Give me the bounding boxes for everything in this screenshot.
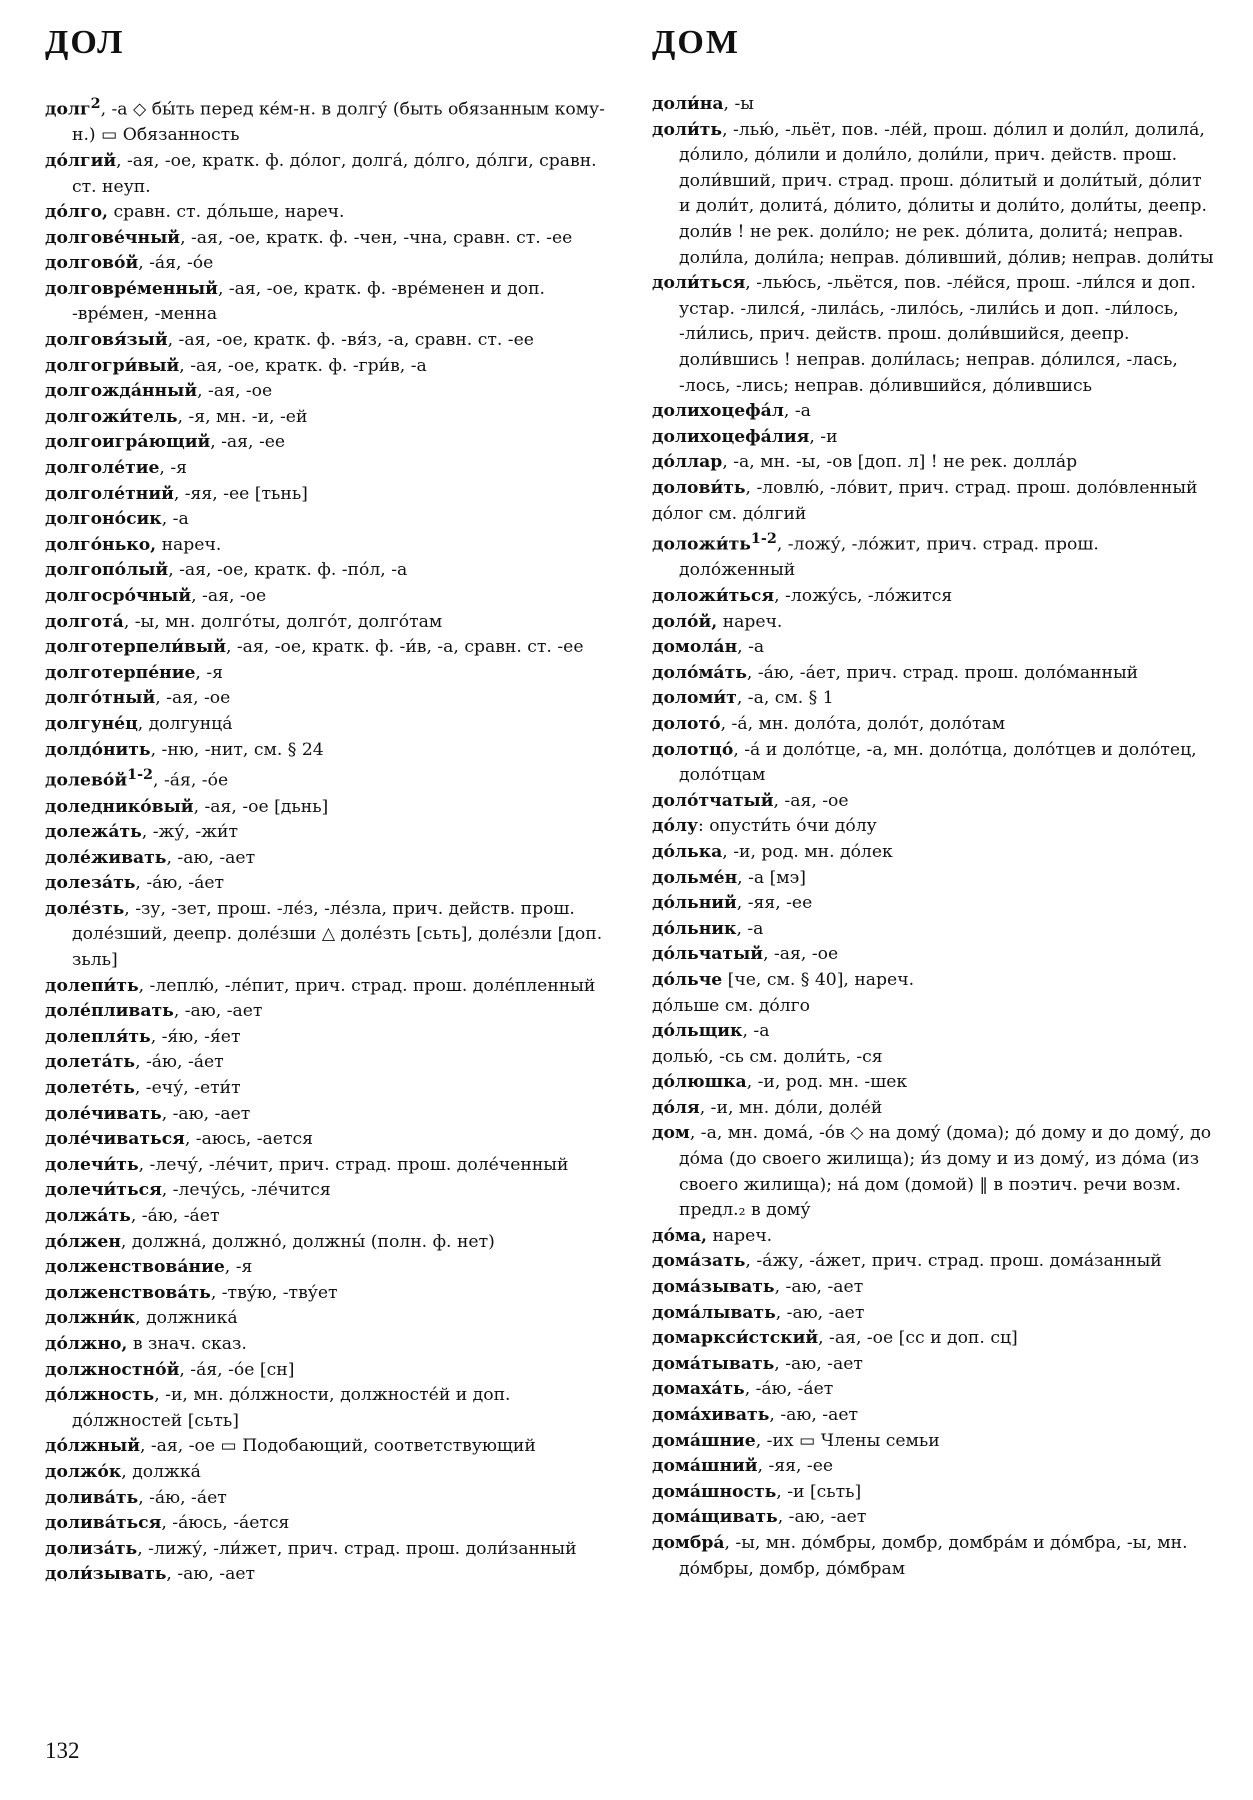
headword: дома́шность (652, 1481, 777, 1502)
dictionary-entry (652, 840, 1217, 866)
dictionary-entry (45, 871, 610, 897)
dictionary-entry (652, 1096, 1217, 1122)
headword: долгоно́сик (45, 509, 162, 530)
dictionary-entry (45, 795, 610, 821)
dictionary-entry (652, 1326, 1217, 1352)
headword: долихоцефа́л (652, 401, 784, 422)
headword: дома́зать (652, 1251, 746, 1272)
dictionary-entry (652, 712, 1217, 738)
entry-text: , -я́ю, -я́ет (150, 1026, 241, 1047)
headword: до́ллар (652, 452, 723, 473)
dictionary-entry (45, 379, 610, 405)
entry-text: нареч. (156, 534, 222, 555)
dictionary-entry (45, 1127, 610, 1153)
entry-text: , -тву́ю, -тву́ет (210, 1282, 338, 1303)
entry-text: , -а (161, 509, 189, 530)
headword: доле́живать (45, 847, 167, 868)
dictionary-entry (652, 891, 1217, 917)
headword: долгоигра́ющий (45, 432, 211, 453)
dictionary-entry (45, 1178, 610, 1204)
headword: доли́ть (652, 119, 723, 140)
entry-text: , должка́ (121, 1461, 201, 1482)
entry-text: , -а́жу, -а́жет, прич. страд. прош. дома́занный (745, 1251, 1162, 1272)
entry-text: , -аюсь, -ается (184, 1129, 313, 1150)
headword: доле́пливать (45, 1001, 174, 1022)
entry-text: , -аю, -ает (774, 1353, 863, 1374)
dictionary-entry (652, 502, 1217, 528)
headword: долеза́ть (45, 873, 136, 894)
entry-text: , -а́я, -о́е (153, 770, 229, 791)
entry-text: , -яя, -ее (757, 1456, 834, 1477)
dictionary-entry (652, 1045, 1217, 1071)
entry-text: , -и, род. мн. до́лек (722, 841, 893, 862)
entry-text: , -а́ю, -а́ет (130, 1206, 220, 1226)
left-column (45, 92, 610, 1588)
headword: доли́ться (652, 273, 746, 294)
dictionary-entry (652, 450, 1217, 476)
dictionary-entry (652, 814, 1217, 840)
dictionary-entry (652, 118, 1217, 272)
dictionary-entry (45, 1281, 610, 1307)
dictionary-entry (45, 686, 610, 712)
dictionary-entry (652, 399, 1217, 425)
entry-text: , -а, мн. -ы, -ов [доп. л] ! не рек. долла́р (722, 452, 1078, 473)
entry-text: , -жу́, -жи́т (141, 822, 238, 843)
entry-text: , -и, род. мн. -шек (746, 1072, 908, 1093)
dictionary-entry (652, 1454, 1217, 1480)
dictionary-entry (652, 584, 1217, 610)
entry-text: , -а (737, 637, 765, 658)
dictionary-entry (652, 1505, 1217, 1531)
dictionary-entry (45, 456, 610, 482)
headword: долгосро́чный (45, 586, 192, 607)
headword: до́льче (652, 969, 723, 990)
headword: долиза́ть (45, 1538, 138, 1559)
headword: долдо́нить (45, 739, 151, 760)
headword: доло́й, (652, 611, 718, 632)
dictionary-entry (45, 482, 610, 508)
dictionary-entry (45, 1076, 610, 1102)
headword: долг (45, 99, 91, 120)
page-number: 132 (45, 1738, 80, 1763)
homonym-index: 1-2 (127, 767, 154, 784)
running-head-right: ДОМ (652, 24, 740, 61)
headword: долива́ть (45, 1487, 139, 1508)
headword: должо́к (45, 1461, 122, 1482)
dictionary-entry (652, 1377, 1217, 1403)
dictionary-entry (45, 277, 610, 328)
dictionary-entry (45, 226, 610, 252)
entry-text: , -зу, -зет, прош. -ле́з, -ле́зла, прич. действ. прош. доле́зший, деепр. доле́зши △ доле́зть [сьть], доле́зли [доп. зьль] (72, 898, 603, 971)
entry-text: , -а, см. § 1 (736, 688, 834, 709)
dictionary-entry (652, 1224, 1217, 1250)
headword: дома́тывать (652, 1353, 775, 1374)
entry-text: , -ая, -ое (155, 688, 231, 709)
headword: долепи́ть (45, 975, 139, 996)
running-head-left: ДОЛ (45, 24, 125, 61)
headword: доложи́ться (652, 586, 775, 607)
dictionary-entry (652, 738, 1217, 789)
entry-text: , -а́ю, -а́ет, прич. страд. прош. доло́манный (746, 662, 1139, 683)
entry-text: , -аю, -ает (161, 1103, 251, 1124)
dictionary-entry (45, 1383, 610, 1434)
entry-text: сравн. ст. до́льше, нареч. (108, 202, 345, 223)
entry-text: , -а (736, 918, 764, 939)
headword: домаркси́стский (652, 1328, 819, 1349)
headword: долотцо́ (652, 739, 734, 760)
entry-text: , -я (159, 458, 187, 479)
entry-text: , -и, мн. до́лжности, должносте́й и доп. до́лжностей [сьть] (72, 1385, 511, 1431)
dictionary-entry (652, 789, 1217, 815)
headword: долечи́ться (45, 1180, 162, 1201)
dictionary-entry (45, 533, 610, 559)
dictionary-entry (652, 1070, 1217, 1096)
entry-text: , -ая, -ое [сс и доп. сц] (818, 1328, 1018, 1349)
dictionary-entry (652, 866, 1217, 892)
headword: доледнико́вый (45, 796, 194, 817)
dictionary-entry (652, 1249, 1217, 1275)
dictionary-entry (45, 712, 610, 738)
dictionary-entry (45, 328, 610, 354)
dictionary-entry (45, 1434, 610, 1460)
dictionary-entry (45, 1050, 610, 1076)
dictionary-entry (45, 635, 610, 661)
dictionary-entry (652, 527, 1217, 584)
headword: долото́ (652, 713, 721, 734)
entry-text: , -и, мн. до́ли, доле́й (699, 1097, 883, 1118)
entry-text: , -ая, -ое, кратк. ф. -вя́з, -а, сравн. ст. -ее (167, 330, 534, 351)
headword: до́лу (652, 816, 699, 837)
dictionary-entry (45, 1025, 610, 1051)
headword: долгово́й (45, 253, 139, 274)
entry-text: , -лечу́сь, -ле́чится (161, 1180, 331, 1201)
headword: доложи́ть (652, 534, 751, 555)
headword: доломи́т (652, 688, 737, 709)
dictionary-entry (45, 92, 610, 149)
entry-text: , -я (224, 1257, 253, 1278)
entry-text: , -а ◇ бы́ть перед ке́м-н. в долгу́ (быть обязанным кому-н.) ▭ Обязанность (72, 99, 605, 146)
entry-text: , -аю, -ает (173, 1001, 263, 1022)
entry-text: , -аю, -ает (775, 1302, 865, 1323)
entry-text: , -а́ю, -а́ет (744, 1379, 834, 1400)
entry-text: в знач. сказ. (127, 1333, 247, 1354)
entry-text: , -ая, -ое (191, 586, 267, 607)
dictionary-entry (45, 1486, 610, 1512)
dictionary-entry (45, 661, 610, 687)
dictionary-entry (45, 584, 610, 610)
dictionary-entry (45, 1460, 610, 1486)
entry-text: , -а́юсь, -а́ется (161, 1513, 290, 1534)
dictionary-entry (652, 635, 1217, 661)
dictionary-entry (652, 271, 1217, 399)
headword: долгогри́вый (45, 355, 180, 376)
headword: дома́лывать (652, 1302, 776, 1323)
entry-text: , -ая, -ое (773, 790, 849, 811)
entry-text: , -а́ю, -а́ет (135, 1052, 224, 1073)
entry-text: , -ая, -ое (197, 381, 273, 402)
entry-text: , -яя, -ее (736, 893, 813, 914)
entry-text: , -и [сьть] (776, 1481, 862, 1502)
entry-text: , -лижу́, -ли́жет, прич. страд. прош. доли́занный (137, 1538, 577, 1559)
homonym-index: 2 (90, 96, 101, 112)
headword: долежа́ть (45, 822, 142, 843)
dictionary-entry (45, 149, 610, 200)
dictionary-entry (652, 1301, 1217, 1327)
dictionary-entry (45, 763, 610, 794)
headword: долголе́тний (45, 483, 174, 504)
headword: дольме́н (652, 867, 738, 888)
headword: дома́щивать (652, 1507, 778, 1528)
dictionary-entry (45, 1332, 610, 1358)
headword: доло́ма́ть (652, 662, 747, 683)
headword: до́лжный (45, 1436, 140, 1457)
entry-text: , -а, мн. дома́, -о́в ◇ на дому́ (дома); до́ дому и до дому́, до до́ма (до своего жилища); и́з дому и из дому́, из до́ма (из своего жилища); на́ дом (домой) ‖ в поэтич. речи возм. предл.₂ в дому́ (679, 1123, 1212, 1221)
entry-text: , -леплю́, -ле́пит, прич. страд. прош. доле́пленный (138, 975, 596, 996)
headword: доли́зывать (45, 1564, 167, 1585)
dictionary-entry (652, 1352, 1217, 1378)
entry-text: , -ая, -ое, кратк. ф. -по́л, -а (168, 560, 408, 581)
entry-text: , -аю, -ает (774, 1277, 864, 1298)
entry-text: , -аю, -ает (777, 1507, 867, 1528)
headword: дома́шние (652, 1430, 756, 1451)
headword: до́ля (652, 1097, 700, 1118)
headword: долгове́чный (45, 227, 181, 248)
dictionary-entry (652, 92, 1217, 118)
dictionary-entry (652, 610, 1217, 636)
homonym-index: 1-2 (750, 531, 777, 548)
entry-text: , -ая, -ое, кратк. ф. до́лог, долга́, до́лго, до́лги, сравн. ст. неуп. (72, 150, 597, 197)
entry-text: , -ы (723, 94, 754, 114)
dictionary-entry (45, 430, 610, 456)
dictionary-entry (45, 1255, 610, 1281)
headword: долговре́менный (45, 278, 218, 299)
headword: до́лго, (45, 202, 109, 223)
entry-text: : опусти́ть о́чи до́лу (698, 816, 877, 837)
entry-text: , -ы, мн. до́мбры, домбр, домбра́м и до́мбра, -ы, мн. до́мбры, домбр, до́мбрам (679, 1532, 1188, 1579)
headword: до́люшка (652, 1072, 747, 1093)
headword: до́лжен (45, 1231, 121, 1252)
headword: доле́чивать (45, 1103, 162, 1124)
dictionary-entry (652, 942, 1217, 968)
entry-text: долью́, -сь см. доли́ть, -ся (652, 1046, 883, 1067)
dictionary-entry (652, 1531, 1217, 1582)
headword: до́лжно, (45, 1333, 128, 1354)
dictionary-entry (45, 1230, 610, 1256)
entry-text: нареч. (706, 1225, 773, 1246)
headword: домбра́ (652, 1532, 725, 1553)
dictionary-entry (45, 820, 610, 846)
dictionary-entry (45, 1306, 610, 1332)
headword: до́ма, (652, 1225, 707, 1246)
dictionary-entry (45, 999, 610, 1025)
headword: дома́шний (652, 1456, 758, 1477)
headword: долгопо́лый (45, 560, 169, 581)
entry-text: , -а́, мн. доло́та, доло́т, доло́там (720, 713, 1006, 734)
dictionary-entry (45, 738, 610, 764)
entry-text: , долгунца́ (137, 713, 233, 734)
dictionary-entry (652, 1403, 1217, 1429)
entry-text: , -а [мэ] (737, 867, 807, 888)
headword: до́льщик (652, 1021, 743, 1042)
entry-text: , -аю, -ает (166, 847, 256, 868)
entry-text: , -ложу́, -ло́жит, прич. страд. прош. доло́женный (679, 534, 1099, 581)
entry-text: , -а (783, 401, 811, 422)
dictionary-entry (45, 610, 610, 636)
headword: до́льчатый (652, 944, 764, 965)
headword: дом (652, 1123, 690, 1144)
entry-text: , -ая, -ое, кратк. ф. -гри́в, -а (179, 355, 427, 376)
dictionary-entry (45, 897, 610, 974)
headword: долгуне́ц (45, 713, 138, 734)
dictionary-entry (45, 200, 610, 226)
headword: должни́к (45, 1308, 136, 1329)
dictionary-entry (45, 1511, 610, 1537)
entry-text: до́лог см. до́лгий (652, 503, 807, 524)
headword: долженствова́ть (45, 1282, 211, 1303)
dictionary-entry (45, 354, 610, 380)
entry-text: , -ловлю́, -ло́вит, прич. страд. прош. доло́вленный (745, 477, 1198, 498)
entry-text: , -лью́сь, -льётся, пов. -ле́йся, прош. -ли́лся и доп. устар. -лился́, -лила́сь, -лило́сь, -лили́сь и доп. -ли́лось, -ли́лись, прич. действ. прош. доли́вшийся, деепр. доли́вшись ! неправ. доли́лась; неправ. до́лился, -лась, -лось, -лись; неправ. до́лившийся, до́лившись (679, 273, 1196, 396)
headword: доле́зть (45, 898, 125, 919)
headword: долете́ть (45, 1078, 135, 1099)
dictionary-entry (45, 1153, 610, 1179)
dictionary-entry (652, 1121, 1217, 1223)
entry-text: , -я, мн. -и, -ей (177, 406, 308, 427)
headword: долголе́тие (45, 458, 160, 479)
entry-text: , -а́ и доло́тце, -а, мн. доло́тца, доло́тцев и доло́тец, доло́тцам (679, 739, 1197, 786)
dictionary-entry (45, 251, 610, 277)
headword: долгожда́нный (45, 381, 198, 402)
headword: долженствова́ние (45, 1257, 225, 1278)
headword: долево́й (45, 770, 128, 791)
dictionary-entry (45, 1562, 610, 1588)
headword: доле́чиваться (45, 1129, 185, 1150)
dictionary-entry (652, 1019, 1217, 1045)
headword: долготерпели́вый (45, 637, 226, 658)
right-column (652, 92, 1217, 1582)
headword: долови́ть (652, 477, 746, 498)
dictionary-entry (652, 476, 1217, 502)
entry-text: , -яя, -ее [тьнь] (173, 483, 308, 504)
headword: домола́н (652, 637, 738, 658)
dictionary-entry (45, 1358, 610, 1384)
dictionary-entry (652, 661, 1217, 687)
headword: доло́тчатый (652, 790, 774, 811)
headword: до́льний (652, 893, 737, 914)
entry-text: , -я (195, 662, 223, 683)
entry-text: , -а́ю, -а́ет (138, 1487, 227, 1508)
headword: долечи́ть (45, 1154, 139, 1175)
entry-text: , -аю, -ает (769, 1405, 858, 1426)
dictionary-entry (45, 846, 610, 872)
entry-text: , -а́я, -о́е (138, 253, 214, 274)
entry-text: , должна́, должно́, должны́ (полн. ф. нет) (120, 1231, 495, 1252)
headword: долгота́ (45, 611, 124, 632)
headword: долго́нько, (45, 534, 157, 555)
dictionary-entry (45, 405, 610, 431)
entry-text: [че, см. § 40], нареч. (722, 969, 915, 990)
entry-text: , -и (809, 426, 838, 447)
entry-text: , -а (742, 1021, 770, 1042)
entry-text: , -ая, -ое, кратк. ф. -и́в, -а, сравн. ст. -ее (225, 637, 584, 658)
entry-text: , -ечу́, -ети́т (134, 1078, 241, 1099)
headword: должностно́й (45, 1359, 180, 1380)
dictionary-entry (652, 968, 1217, 994)
headword: до́льник (652, 918, 737, 939)
dictionary-entry (45, 1537, 610, 1563)
dictionary-entry (652, 686, 1217, 712)
entry-text: , -аю, -ает (166, 1564, 255, 1585)
headword: долго́тный (45, 688, 156, 709)
entry-text: , -ая, -ое, кратк. ф. -вре́менен и доп. -вре́мен, -менна (72, 278, 546, 325)
dictionary-entry (652, 994, 1217, 1020)
dictionary-entry (652, 917, 1217, 943)
dictionary-entry (652, 1480, 1217, 1506)
headword: долготерпе́ние (45, 662, 196, 683)
headword: дома́хивать (652, 1405, 770, 1426)
dictionary-entry (652, 1429, 1217, 1455)
headword: до́лька (652, 841, 723, 862)
entry-text: , -их ▭ Члены семьи (755, 1430, 940, 1451)
dictionary-entry (45, 1102, 610, 1128)
entry-text: до́льше см. до́лго (652, 995, 810, 1016)
headword: долговя́зый (45, 330, 168, 351)
entry-text: , -а́ю, -а́ет (135, 873, 225, 894)
headword: долета́ть (45, 1052, 136, 1073)
headword: долгожи́тель (45, 406, 178, 427)
headword: долепля́ть (45, 1026, 151, 1047)
entry-text: , -а́я, -о́е [сн] (179, 1359, 295, 1380)
entry-text: , -ы, мн. долго́ты, долго́т, долго́там (123, 611, 443, 632)
dictionary-entry (45, 1204, 610, 1230)
headword: до́лжность (45, 1385, 155, 1406)
entry-text: , -ложу́сь, -ло́жится (774, 586, 953, 607)
dictionary-entry (45, 558, 610, 584)
dictionary-entry (45, 507, 610, 533)
headword: долива́ться (45, 1513, 162, 1534)
dictionary-entry (652, 1275, 1217, 1301)
dictionary-entry (45, 974, 610, 1000)
entry-text: , -лечу́, -ле́чит, прич. страд. прош. доле́ченный (138, 1154, 569, 1175)
entry-text: , -ая, -ое, кратк. ф. -чен, -чна, сравн. ст. -ее (180, 227, 573, 248)
dictionary-entry (652, 425, 1217, 451)
entry-text: , -лью́, -льёт, пов. -ле́й, прош. до́лил и доли́л, долила́, до́лило, до́лили и доли́ло, доли́ли, прич. действ. прош. доли́вший, прич. страд. прош. до́литый и доли́тый, до́лит и доли́т, долита́, до́лито, до́литы и доли́то, доли́ты, деепр. доли́в ! не рек. доли́ло; не рек. до́лита, долита́; неправ. доли́ла, доли́ла; неправ. до́ливший, до́лив; неправ. доли́ты (679, 119, 1214, 268)
entry-text: нареч. (717, 611, 783, 632)
entry-text: , -ая, -ое [дьнь] (193, 796, 329, 817)
headword: до́лгий (45, 150, 117, 171)
headword: долихоцефа́лия (652, 426, 810, 447)
headword: дома́зывать (652, 1277, 775, 1298)
entry-text: , -ая, -ое ▭ Подобающий, соответствующий (139, 1436, 536, 1457)
entry-text: , -ая, -ое (763, 944, 839, 965)
headword: должа́ть (45, 1206, 131, 1226)
entry-text: , -ню, -нит, см. § 24 (150, 739, 324, 760)
headword: доли́на (652, 94, 724, 114)
headword: домаха́ть (652, 1379, 745, 1400)
entry-text: , -ая, -ее (210, 432, 286, 453)
entry-text: , должника́ (135, 1308, 238, 1329)
